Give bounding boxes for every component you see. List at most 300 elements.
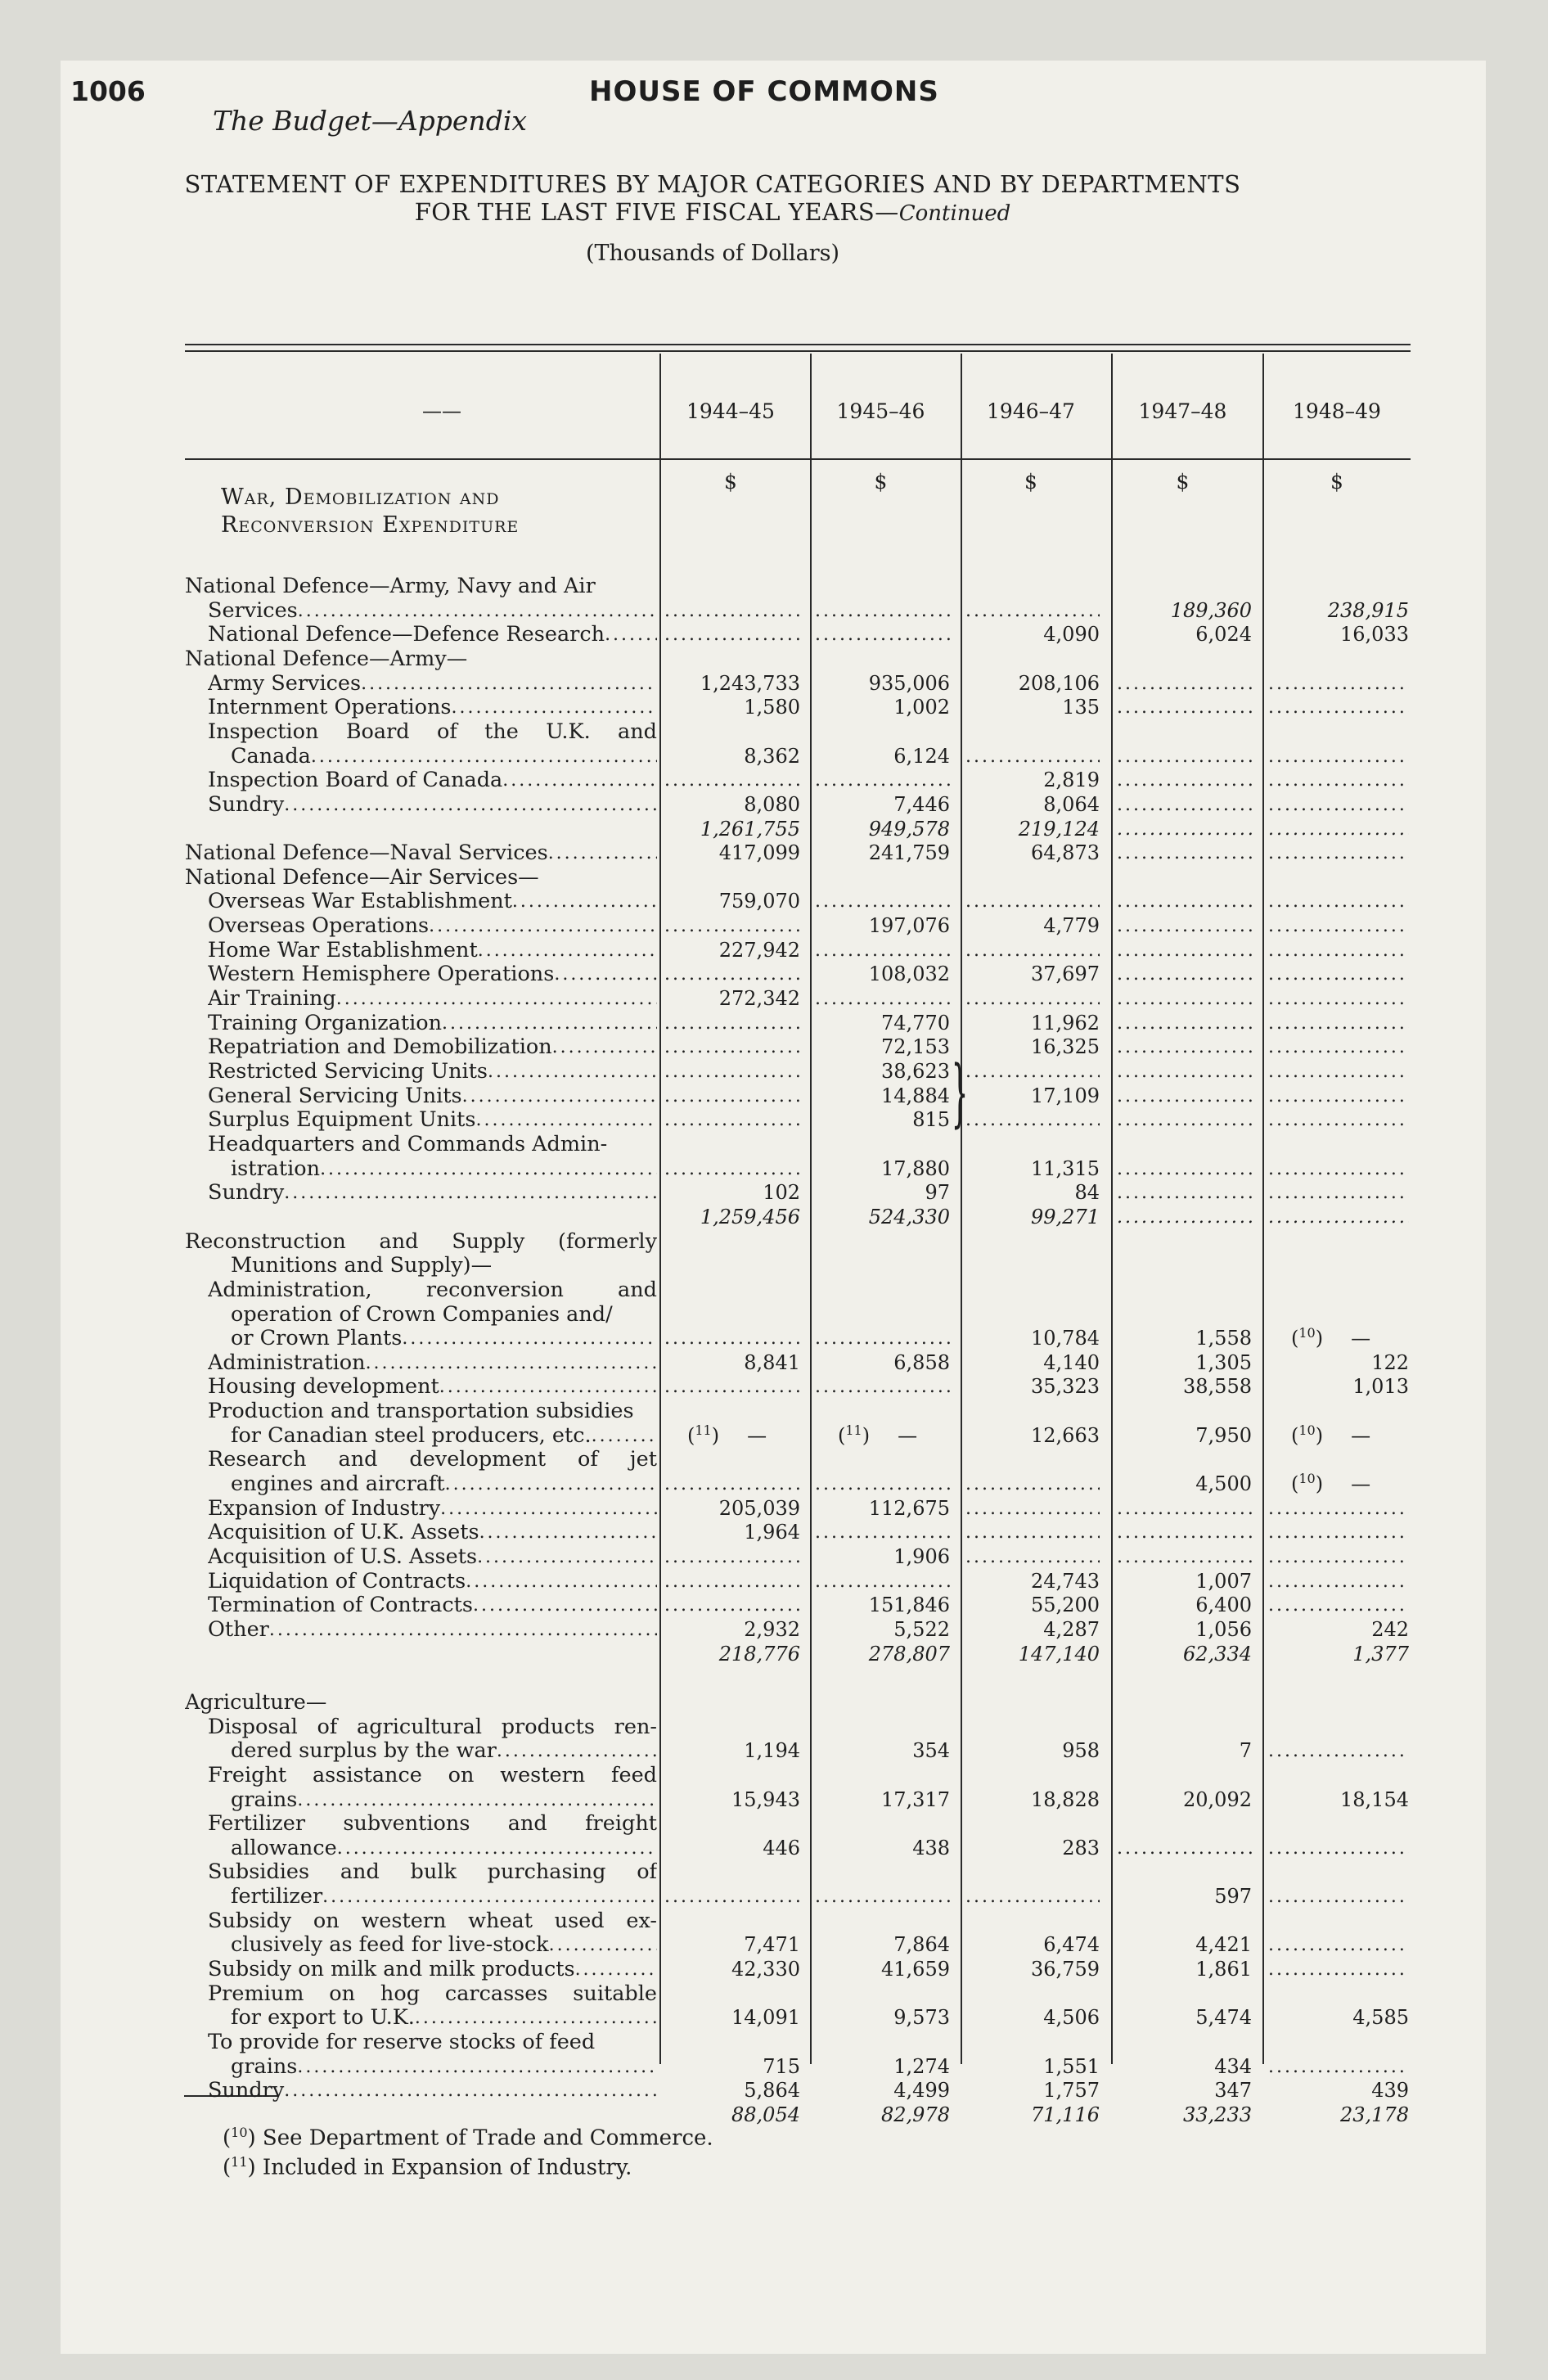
- row-label-text: Headquarters and Commands Admin-: [208, 1132, 608, 1156]
- cell-leader-dots: [664, 914, 800, 938]
- table-cell: [664, 890, 800, 913]
- table-cell: [965, 1521, 1100, 1544]
- table-cell: [1268, 793, 1409, 817]
- leader-dots: [488, 1060, 657, 1084]
- row-label-text: Research and development of jet: [208, 1448, 657, 1472]
- row-label: [231, 2006, 657, 2030]
- cell-leader-dots: [1117, 1108, 1252, 1132]
- row-label: [231, 1739, 657, 1763]
- table-cell: [1117, 1375, 1252, 1399]
- row-label-text: Army Services: [208, 671, 362, 696]
- cell-value: 5,522: [893, 1617, 950, 1641]
- cell-leader-dots: [664, 1012, 800, 1035]
- table-cell: [1268, 1933, 1409, 1957]
- cell-value: 1,194: [744, 1739, 800, 1763]
- table-cell: [1268, 818, 1409, 841]
- table-cell: [965, 1933, 1100, 1957]
- row-label-text: grains: [231, 2054, 298, 2079]
- cell-value: 14,884: [881, 1084, 950, 1107]
- table-cell: [664, 1012, 800, 1035]
- leader-dots: [336, 987, 657, 1011]
- row-label-text: Expansion of Industry: [208, 1496, 441, 1521]
- cell-value: 112,675: [868, 1496, 950, 1520]
- cell-value: 272,342: [718, 987, 800, 1011]
- table-cell: [965, 1108, 1100, 1132]
- cell-value: 2,819: [1043, 769, 1100, 792]
- table-cell: [1268, 1181, 1409, 1205]
- currency-mark-2: $: [874, 470, 888, 494]
- cell-value: 18,154: [1340, 1787, 1409, 1811]
- table-cell: [1268, 2079, 1409, 2103]
- row-label-line: [208, 1764, 657, 1787]
- cell-leader-dots: [1268, 841, 1409, 865]
- cell-leader-dots: [1117, 793, 1252, 817]
- cell-leader-dots: [1268, 1593, 1409, 1617]
- table-cell: [965, 1885, 1100, 1909]
- table-cell: [1117, 914, 1252, 938]
- row-label-line: [185, 647, 657, 671]
- cell-value: 97: [925, 1181, 950, 1205]
- table-cell: [1117, 1035, 1252, 1059]
- cell-value: [687, 1424, 778, 1448]
- cell-value: [1291, 1327, 1382, 1350]
- footnote-ref-number: 10: [1298, 1327, 1316, 1341]
- table-cell: [1268, 1593, 1409, 1617]
- table-cell: [664, 1933, 800, 1957]
- footnote-11: [223, 2154, 632, 2180]
- cell-value: 18,828: [1031, 1787, 1100, 1811]
- cell-value: 242: [1371, 1617, 1409, 1641]
- row-label: [231, 1157, 657, 1181]
- cell-value: 72,153: [881, 1035, 950, 1059]
- row-label-line: [208, 1812, 657, 1836]
- table-cell: [1117, 1424, 1252, 1448]
- table-cell: [1268, 962, 1409, 986]
- table-cell: [1117, 745, 1252, 769]
- table-cell: [815, 1351, 950, 1375]
- leader-dots: [297, 2055, 657, 2079]
- row-label-text: Subsidies and bulk purchasing of: [208, 1860, 657, 1885]
- cell-value: 24,743: [1031, 1569, 1100, 1593]
- leader-dots: [479, 1521, 657, 1544]
- table-cell: [965, 1545, 1100, 1569]
- table-cell: [664, 841, 800, 865]
- table-cell: [965, 1739, 1100, 1763]
- cell-value: 8,064: [1043, 792, 1100, 816]
- cell-leader-dots: [1268, 1837, 1409, 1860]
- table-cell: [1268, 1545, 1409, 1569]
- row-label-text: National Defence—Defence Research: [208, 623, 605, 647]
- cell-value: 1,002: [893, 696, 950, 719]
- table-cell: [664, 1570, 800, 1593]
- cell-value: 71,116: [1031, 2103, 1100, 2126]
- row-label-text: or Crown Plants: [231, 1327, 403, 1351]
- cell-value: 205,039: [718, 1496, 800, 1520]
- table-cell: [1117, 1157, 1252, 1181]
- row-label-text: Agriculture—: [185, 1690, 327, 1715]
- cell-leader-dots: [1117, 1837, 1252, 1860]
- table-cell: [664, 1060, 800, 1084]
- table-cell: [965, 1497, 1100, 1521]
- cell-leader-dots: [1268, 962, 1409, 986]
- table-cell: [664, 1739, 800, 1763]
- row-label-text: Sundry: [208, 2079, 285, 2103]
- cell-value: 815: [912, 1108, 950, 1132]
- cell-value: [1291, 1424, 1382, 1448]
- section-title: The Budget—Appendix: [213, 105, 527, 137]
- table-cell: [965, 2103, 1100, 2127]
- cell-leader-dots: [815, 1327, 950, 1350]
- cell-value: 82,978: [881, 2103, 950, 2126]
- table-cell: [1268, 1643, 1409, 1666]
- cell-value: 84: [1074, 1181, 1100, 1205]
- table-cell: [1268, 1521, 1409, 1544]
- statement-title: [0, 170, 1425, 198]
- table-cell: [965, 599, 1100, 623]
- cell-leader-dots: [1268, 890, 1409, 913]
- row-label-text: Administration, reconversion and: [208, 1278, 657, 1302]
- table-cell: [965, 1788, 1100, 1812]
- leader-dots: [415, 2006, 657, 2030]
- row-label-text: engines and aircraft: [231, 1472, 445, 1497]
- cell-value: 438: [912, 1836, 950, 1859]
- footnote-ref-dash: —: [747, 1423, 767, 1447]
- table-cell: [815, 1206, 950, 1229]
- leader-dots: [466, 1570, 657, 1593]
- cell-leader-dots: [1268, 1181, 1409, 1205]
- footnote-open: (: [223, 2155, 232, 2180]
- cell-value: 1,305: [1195, 1350, 1252, 1374]
- row-label-text: Sundry: [208, 792, 285, 817]
- cell-value: 278,807: [868, 1642, 950, 1666]
- leader-dots: [284, 793, 657, 817]
- table-cell: [664, 599, 800, 623]
- table-cell: [1117, 1012, 1252, 1035]
- leader-dots: [575, 1958, 657, 1981]
- column-rule-1: [810, 354, 812, 2064]
- header-bottom-rule: [185, 458, 1411, 460]
- footnote-ref: (: [1291, 1472, 1299, 1496]
- cell-value: 5,474: [1195, 2006, 1252, 2030]
- cell-leader-dots: [664, 1084, 800, 1108]
- table-cell: [815, 745, 950, 769]
- table-cell: [815, 1837, 950, 1860]
- cell-leader-dots: [815, 890, 950, 913]
- row-label: [208, 1060, 657, 1084]
- table-cell: [1268, 1958, 1409, 1981]
- table-cell: [664, 769, 800, 792]
- cell-value: 597: [1214, 1885, 1252, 1909]
- table-cell: [815, 2079, 950, 2103]
- leader-dots: [477, 1545, 657, 1569]
- table-cell: [1117, 769, 1252, 792]
- table-cell: [664, 1375, 800, 1399]
- table-cell: [965, 769, 1100, 792]
- page-number: 1006: [70, 75, 146, 107]
- row-label: [208, 914, 657, 938]
- cell-leader-dots: [965, 745, 1100, 769]
- cell-leader-dots: [1268, 939, 1409, 962]
- row-label-line: [208, 1982, 657, 2006]
- row-label-text: dered surplus by the war: [231, 1739, 497, 1764]
- table-cell: [664, 818, 800, 841]
- row-label-text: Overseas Operations: [208, 914, 430, 939]
- cell-value: 5,864: [744, 2079, 800, 2103]
- cell-value: 151,846: [868, 1593, 950, 1617]
- table-cell: [1117, 1181, 1252, 1205]
- table-cell: [1268, 1012, 1409, 1035]
- row-label: [208, 1958, 657, 1981]
- row-label-text: National Defence—Air Services—: [185, 865, 539, 890]
- column-header-3: 1946–47: [987, 399, 1075, 423]
- cell-leader-dots: [1268, 1739, 1409, 1763]
- cell-value: 417,099: [718, 841, 800, 865]
- table-cell: [965, 696, 1100, 719]
- table-cell: [664, 2006, 800, 2030]
- table-cell: [815, 890, 950, 913]
- cell-value: 4,585: [1352, 2006, 1409, 2030]
- cell-leader-dots: [1117, 987, 1252, 1011]
- cell-value: 2,932: [744, 1617, 800, 1641]
- leader-dots: [440, 1497, 657, 1521]
- cell-value: 4,779: [1043, 914, 1100, 938]
- cell-value: 16,033: [1340, 623, 1409, 647]
- cell-value: 23,178: [1340, 2103, 1409, 2126]
- cell-value: 10,784: [1031, 1327, 1100, 1350]
- row-label-text: Canada: [231, 744, 311, 769]
- table-cell: [1268, 599, 1409, 623]
- cell-leader-dots: [1117, 818, 1252, 841]
- table-cell: [1117, 1521, 1252, 1544]
- cell-leader-dots: [815, 769, 950, 792]
- cell-value: 6,024: [1195, 623, 1252, 647]
- currency-mark-4: $: [1176, 470, 1190, 494]
- cell-leader-dots: [815, 599, 950, 623]
- table-cell: [1117, 939, 1252, 962]
- table-cell: [1268, 1837, 1409, 1860]
- cell-value: 219,124: [1018, 817, 1100, 841]
- row-label-line: [231, 1303, 657, 1327]
- statement-title-line2: FOR THE LAST FIVE FISCAL YEARS—: [414, 198, 899, 226]
- cell-value: 11,315: [1031, 1156, 1100, 1180]
- table-cell: [664, 1958, 800, 1981]
- table-cell: [965, 2055, 1100, 2079]
- table-cell: [965, 1618, 1100, 1642]
- table-cell: [965, 1593, 1100, 1617]
- table-cell: [1268, 841, 1409, 865]
- table-cell: [815, 1327, 950, 1350]
- row-label: [231, 2055, 657, 2079]
- row-label: [231, 1837, 657, 1860]
- cell-value: 1,861: [1195, 1958, 1252, 1981]
- table-cell: [664, 914, 800, 938]
- table-cell: [815, 1424, 973, 1448]
- table-cell: [965, 841, 1100, 865]
- leader-dots: [439, 1375, 657, 1399]
- row-label-text: General Servicing Units: [208, 1084, 462, 1108]
- cell-leader-dots: [815, 1375, 950, 1399]
- table-cell: [1268, 2103, 1409, 2127]
- table-cell: [1268, 939, 1409, 962]
- table-cell: [1117, 1788, 1252, 1812]
- cell-value: 958: [1062, 1739, 1100, 1763]
- table-cell: [664, 1545, 800, 1569]
- row-label-line: [208, 1909, 657, 1933]
- table-cell: [1117, 1351, 1252, 1375]
- table-cell: [965, 1084, 1100, 1108]
- row-label-text: Repatriation and Demobilization: [208, 1035, 552, 1060]
- row-label-text: istration: [231, 1156, 321, 1181]
- cell-value: 7,471: [744, 1933, 800, 1957]
- table-cell: [664, 1643, 800, 1666]
- table-cell: [1117, 2103, 1252, 2127]
- row-label: [208, 1497, 657, 1521]
- table-cell: [664, 1181, 800, 1205]
- row-label-text: Acquisition of U.S. Assets: [208, 1545, 478, 1569]
- row-label: [208, 672, 657, 696]
- row-label: [208, 769, 657, 792]
- cell-leader-dots: [664, 1545, 800, 1569]
- leader-dots: [462, 1084, 657, 1108]
- row-label-text: To provide for reserve stocks of feed: [208, 2031, 596, 2054]
- cell-leader-dots: [664, 1885, 800, 1909]
- footnote-ref-dash: —: [1351, 1327, 1371, 1350]
- table-cell: [965, 793, 1100, 817]
- cell-value: 12,663: [1031, 1423, 1100, 1447]
- row-label: [208, 1108, 657, 1132]
- table-cell: [1117, 793, 1252, 817]
- table-cell: [664, 1084, 800, 1108]
- cell-leader-dots: [1117, 745, 1252, 769]
- leader-dots: [512, 890, 657, 913]
- cell-leader-dots: [1117, 962, 1252, 986]
- cell-value: 9,573: [893, 2006, 950, 2030]
- table-cell: [965, 987, 1100, 1011]
- table-cell: [965, 1012, 1100, 1035]
- cell-leader-dots: [965, 1108, 1100, 1132]
- table-cell: [815, 1958, 950, 1981]
- cell-leader-dots: [965, 1521, 1100, 1544]
- cell-leader-dots: [664, 1472, 800, 1496]
- cell-value: 1,056: [1195, 1617, 1252, 1641]
- row-label-line: [231, 1254, 657, 1278]
- footnote-ref-number: 10: [1298, 1423, 1316, 1438]
- row-label: [231, 1472, 657, 1496]
- table-cell: [664, 2055, 800, 2079]
- row-label-text: Production and transportation subsidies: [208, 1400, 634, 1424]
- row-label: [208, 1545, 657, 1569]
- cell-value: 238,915: [1327, 598, 1409, 622]
- cell-value: 38,558: [1183, 1375, 1252, 1399]
- cell-value: 524,330: [868, 1205, 950, 1228]
- cell-value: 17,109: [1031, 1084, 1100, 1107]
- table-cell: [664, 1497, 800, 1521]
- table-cell: [664, 1424, 823, 1448]
- leader-dots: [366, 1351, 657, 1375]
- table-cell: [664, 1521, 800, 1544]
- table-cell: [664, 1035, 800, 1059]
- cell-leader-dots: [664, 623, 800, 647]
- leader-dots: [478, 939, 657, 962]
- row-label-text: fertilizer: [231, 1885, 323, 1909]
- table-top-rule-2: [185, 350, 1411, 352]
- table-cell: [1268, 1424, 1432, 1448]
- table-cell: [815, 914, 950, 938]
- cell-value: 17,317: [881, 1787, 950, 1811]
- leader-dots: [320, 1157, 657, 1181]
- cell-leader-dots: [815, 623, 950, 647]
- table-cell: [1117, 890, 1252, 913]
- table-cell: [815, 696, 950, 719]
- cell-leader-dots: [815, 987, 950, 1011]
- cell-value: 759,070: [718, 890, 800, 913]
- cell-leader-dots: [965, 1885, 1100, 1909]
- table-cell: [965, 745, 1100, 769]
- table-cell: [1117, 1472, 1252, 1496]
- cell-leader-dots: [965, 987, 1100, 1011]
- cell-value: 102: [763, 1181, 800, 1205]
- table-cell: [815, 2006, 950, 2030]
- table-cell: [664, 623, 800, 647]
- leader-dots: [549, 1933, 657, 1957]
- row-label-text: Overseas War Establishment: [208, 890, 512, 914]
- table-cell: [1268, 1108, 1409, 1132]
- table-cell: [1117, 1497, 1252, 1521]
- cell-value: 42,330: [731, 1958, 800, 1981]
- footnote-ref-dash: —: [1351, 1472, 1371, 1496]
- cell-value: 99,271: [1031, 1205, 1100, 1228]
- table-cell: [965, 1060, 1100, 1084]
- table-cell: [815, 1375, 950, 1399]
- cell-value: 439: [1371, 2079, 1409, 2103]
- table-cell: [965, 1958, 1100, 1981]
- cell-leader-dots: [1268, 1497, 1409, 1521]
- leader-dots: [592, 1424, 657, 1448]
- row-label-text: Training Organization: [208, 1011, 443, 1035]
- cell-leader-dots: [965, 890, 1100, 913]
- leader-dots: [475, 1108, 657, 1132]
- leader-dots: [552, 1035, 657, 1059]
- row-label: [231, 1424, 657, 1448]
- table-cell: [1268, 1472, 1432, 1496]
- cell-value: 7: [1239, 1739, 1252, 1763]
- cell-value: 4,287: [1043, 1617, 1100, 1641]
- table-cell: [965, 1570, 1100, 1593]
- cell-value: 1,013: [1352, 1375, 1409, 1399]
- leader-dots: [429, 914, 657, 938]
- table-cell: [965, 1206, 1100, 1229]
- table-cell: [965, 623, 1100, 647]
- cell-value: 218,776: [718, 1642, 800, 1666]
- row-label-text: Reconstruction and Supply (formerly: [185, 1229, 657, 1254]
- table-cell: [664, 672, 800, 696]
- table-cell: [1117, 1739, 1252, 1763]
- cell-value: 33,233: [1183, 2103, 1252, 2126]
- cell-value: 108,032: [868, 962, 950, 986]
- cell-value: 354: [912, 1739, 950, 1763]
- table-cell: [1117, 962, 1252, 986]
- cell-leader-dots: [1117, 1060, 1252, 1084]
- cell-leader-dots: [1117, 841, 1252, 865]
- table-cell: [965, 818, 1100, 841]
- leader-dots: [402, 1327, 657, 1350]
- cell-leader-dots: [1117, 890, 1252, 913]
- cell-value: 715: [763, 2054, 800, 2078]
- table-cell: [1117, 1570, 1252, 1593]
- footnote-ref-close: ): [862, 1423, 871, 1447]
- currency-mark-1: $: [724, 470, 737, 494]
- cell-leader-dots: [1268, 672, 1409, 696]
